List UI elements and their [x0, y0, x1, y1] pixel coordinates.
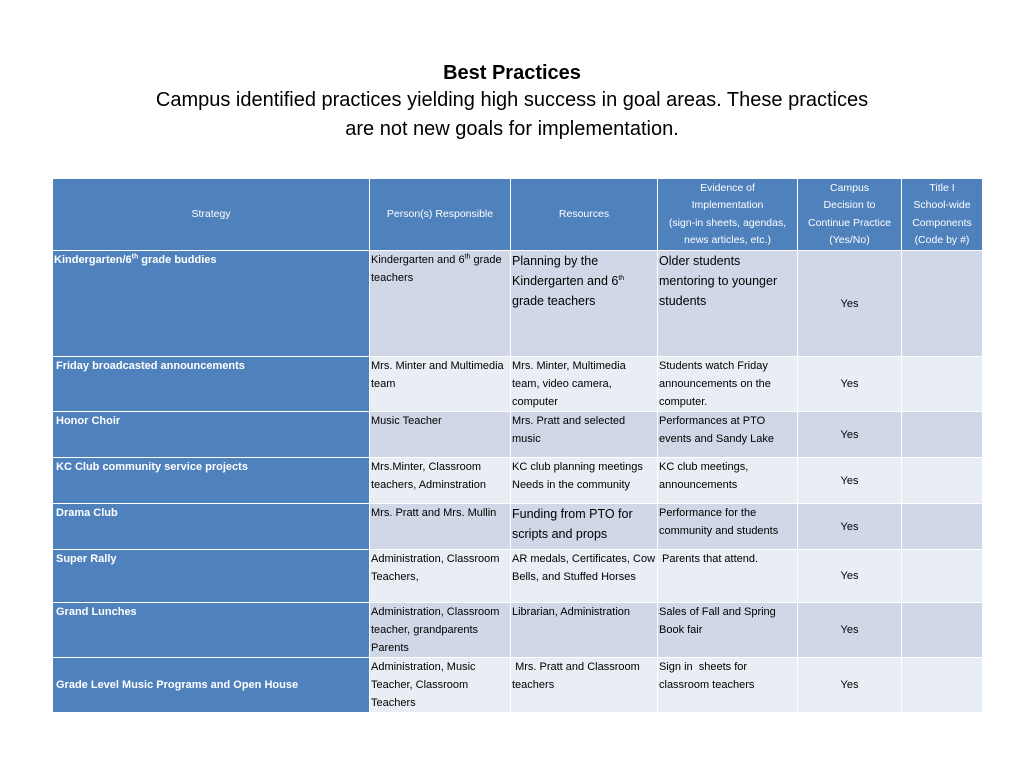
title-i-cell	[902, 603, 983, 658]
evidence-cell: Performance for the community and students	[658, 504, 798, 550]
resources-cell: Funding from PTO for scripts and props	[511, 504, 658, 550]
persons-cell: Mrs. Pratt and Mrs. Mullin	[370, 504, 511, 550]
resources-cell: AR medals, Certificates, Cow Bells, and Stuffed Horses	[511, 550, 658, 603]
title-i-cell	[902, 658, 983, 713]
strategy-cell: KC Club community service projects	[53, 458, 370, 504]
strategy-cell: Friday broadcasted announcements	[53, 357, 370, 412]
persons-cell: Mrs. Minter and Multimedia team	[370, 357, 511, 412]
table-row	[53, 550, 983, 603]
persons-cell: Music Teacher	[370, 412, 511, 458]
decision-cell: Yes	[798, 251, 902, 357]
header-evidence: Evidence of Implementation (sign-in sheets, agendas, news articles, etc.)	[658, 179, 798, 251]
decision-cell: Yes	[798, 458, 902, 504]
header-campus-decision: Campus Decision to Continue Practice (Yes/No)	[798, 179, 902, 251]
header-strategy: Strategy	[53, 179, 370, 251]
title-i-cell	[902, 458, 983, 504]
table-row	[53, 504, 983, 550]
persons-cell: Administration, Classroom teacher, grandparents Parents	[370, 603, 511, 658]
table-row	[53, 458, 983, 504]
header-resources: Resources	[511, 179, 658, 251]
resources-cell: Librarian, Administration	[511, 603, 658, 658]
decision-cell: Yes	[798, 504, 902, 550]
strategy-cell: Drama Club	[53, 504, 370, 550]
evidence-cell: Students watch Friday announcements on the computer.	[658, 357, 798, 412]
evidence-cell: Parents that attend.	[658, 550, 798, 603]
title-i-cell	[902, 251, 983, 357]
persons-cell: Administration, Music Teacher, Classroom Teachers	[370, 658, 511, 713]
header-persons-responsible: Person(s) Responsible	[370, 179, 511, 251]
decision-cell: Yes	[798, 550, 902, 603]
resources-cell: Mrs. Pratt and Classroom teachers	[511, 658, 658, 713]
table-row	[53, 251, 983, 357]
evidence-cell: Sign in sheets for classroom teachers	[658, 658, 798, 713]
strategy-cell: Super Rally	[53, 550, 370, 603]
decision-cell: Yes	[798, 658, 902, 713]
decision-cell: Yes	[798, 603, 902, 658]
page-title: Best Practices	[443, 62, 581, 84]
title-i-cell	[902, 412, 983, 458]
strategy-cell: Honor Choir	[53, 412, 370, 458]
decision-cell: Yes	[798, 412, 902, 458]
evidence-cell: Performances at PTO events and Sandy Lake	[658, 412, 798, 458]
strategy-cell: Kindergarten/6th grade buddies	[53, 251, 370, 357]
title-i-cell	[902, 550, 983, 603]
page-subtitle-line-2: are not new goals for implementation.	[345, 118, 679, 140]
header-title-i: Title I School-wide Components (Code by #)	[902, 179, 983, 251]
title-i-cell	[902, 504, 983, 550]
evidence-cell: Older students mentoring to younger students	[658, 251, 798, 357]
resources-cell: Planning by the Kindergarten and 6th grade teachers	[511, 251, 658, 357]
evidence-cell: KC club meetings, announcements	[658, 458, 798, 504]
evidence-cell: Sales of Fall and Spring Book fair	[658, 603, 798, 658]
table-row	[53, 357, 983, 412]
page-subtitle-line-1: Campus identified practices yielding high success in goal areas. These practices	[155, 89, 869, 111]
resources-cell: Mrs. Minter, Multimedia team, video camera, computer	[511, 357, 658, 412]
strategy-cell: Grand Lunches	[53, 603, 370, 658]
title-i-cell	[902, 357, 983, 412]
table-row	[53, 412, 983, 458]
table-row	[53, 603, 983, 658]
persons-cell: Administration, Classroom Teachers,	[370, 550, 511, 603]
resources-cell: KC club planning meetings Needs in the community	[511, 458, 658, 504]
table-row	[53, 658, 983, 713]
title-block	[60, 60, 964, 144]
persons-cell: Mrs.Minter, Classroom teachers, Adminstration	[370, 458, 511, 504]
decision-cell: Yes	[798, 357, 902, 412]
table-header-row	[53, 179, 983, 251]
best-practices-table	[52, 178, 983, 713]
resources-cell: Mrs. Pratt and selected music	[511, 412, 658, 458]
strategy-cell: Grade Level Music Programs and Open House	[53, 658, 370, 713]
persons-cell: Kindergarten and 6th grade teachers	[370, 251, 511, 357]
